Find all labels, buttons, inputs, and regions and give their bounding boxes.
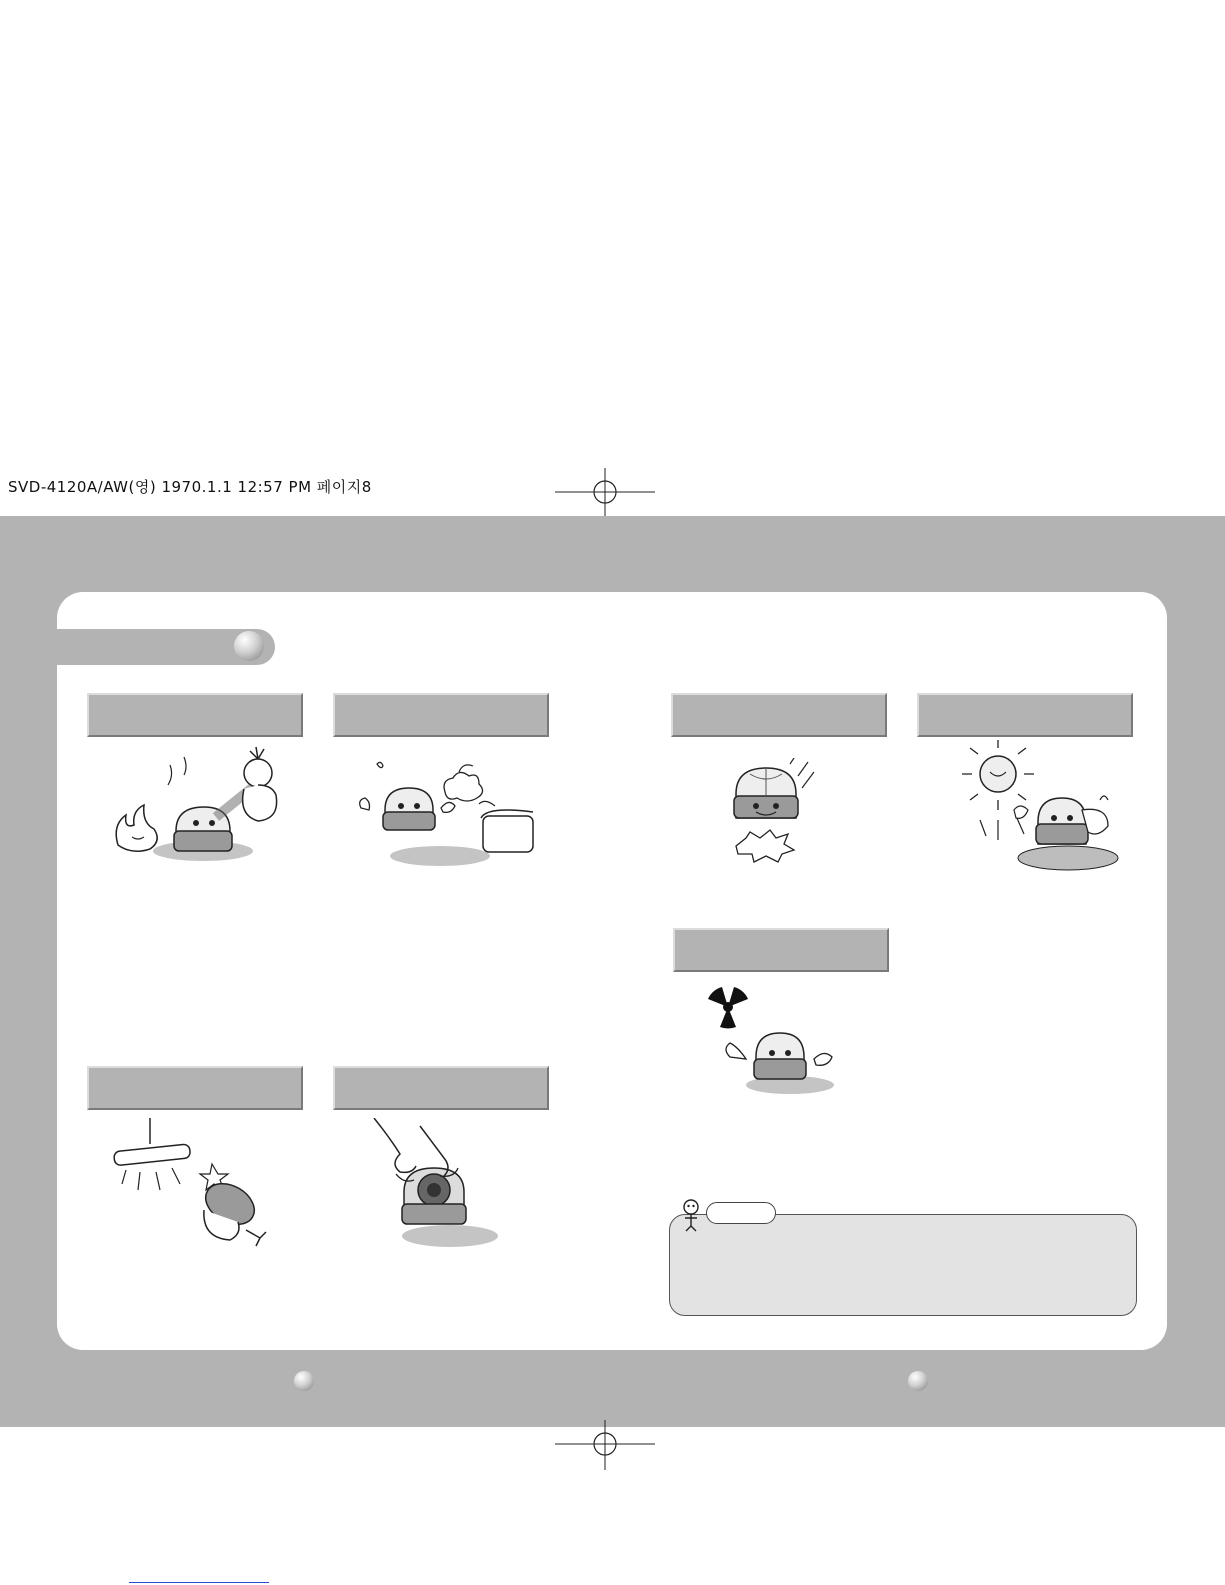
camera-fire-snowman-illustration — [108, 745, 288, 870]
sphere-bullet-icon — [234, 631, 264, 661]
camera-drop-impact-illustration — [728, 758, 838, 868]
note-pill-label — [706, 1202, 776, 1224]
note-box — [669, 1214, 1137, 1316]
caution-label-5 — [673, 928, 889, 972]
caution-label-7 — [333, 1066, 549, 1110]
mascot-icon — [680, 1198, 702, 1232]
hands-opening-dome-illustration — [360, 1118, 510, 1253]
caution-label-4 — [917, 693, 1133, 737]
camera-steam-heater-illustration — [355, 752, 540, 877]
print-slug: SVD-4120A/AW(영) 1970.1.1 12:57 PM 페이지8 — [8, 478, 372, 496]
caution-label-1 — [87, 693, 303, 737]
registration-mark-bottom-icon — [555, 1420, 655, 1470]
camera-radiation-illustration — [700, 985, 840, 1097]
camera-sun-water-illustration — [958, 740, 1123, 880]
caution-label-3 — [671, 693, 887, 737]
footer-link-underline[interactable] — [129, 1582, 269, 1583]
left-page-number-marker — [294, 1371, 314, 1391]
camera-fluorescent-light-illustration — [110, 1118, 270, 1253]
caution-label-6 — [87, 1066, 303, 1110]
caution-label-2 — [333, 693, 549, 737]
registration-mark-top-icon — [555, 468, 655, 518]
right-page-number-marker — [908, 1371, 928, 1391]
